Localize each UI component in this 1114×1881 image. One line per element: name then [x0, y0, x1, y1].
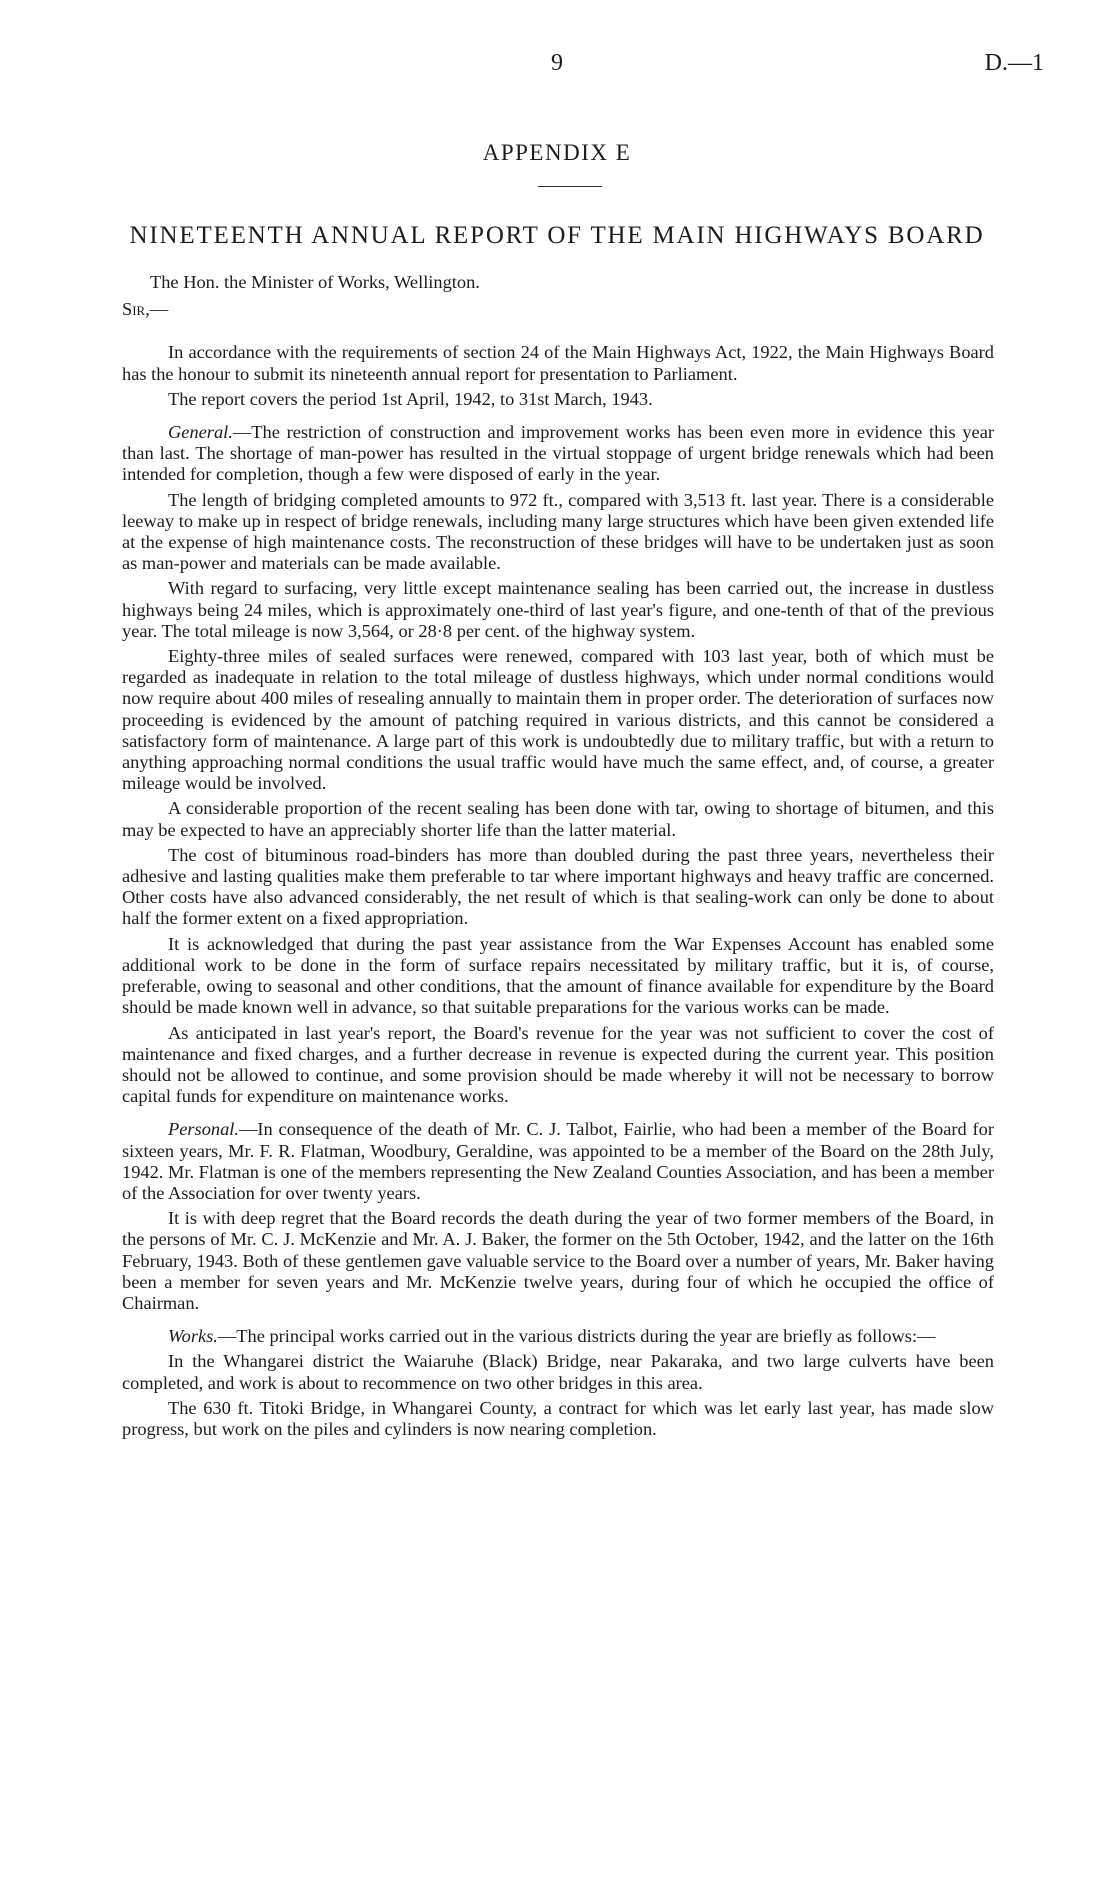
paragraph: The 630 ft. Titoki Bridge, in Whangarei County, a contract for which was let early last year, has made slow progress, but work on the piles and cylinders is now nearing completion. [122, 1397, 994, 1439]
paragraph-personal [122, 1119, 994, 1204]
paragraph-text: —The restriction of construction and improvement works has been even more in evidence this year than last. The shortage of man-power has resulted in the virtual stoppage of urgent bridge renewals which had been intended for completion, though a few were disposed of early in the year. [122, 422, 994, 485]
paragraph: In the Whangarei district the Waiaruhe (Black) Bridge, near Pakaraka, and two large culverts have been completed, and work is about to recommence on two other bridges in this area. [122, 1351, 994, 1393]
report-title: NINETEENTH ANNUAL REPORT OF THE MAIN HIGHWAYS BOARD [129, 222, 985, 249]
document-code: D.—1 [984, 50, 1044, 76]
paragraph: The cost of bituminous road-binders has more than doubled during the past three years, nevertheless their adhesive and lasting qualities make them preferable to tar where important highways and heavy traffic are concerned. Other costs have also advanced considerably, the net result of which is that sealing-work can only be done to about half the former extent on a fixed appropriation. [122, 844, 994, 929]
report-body [122, 272, 994, 1444]
paragraph: It is acknowledged that during the past year assistance from the War Expenses Account has enabled some additional work to be done in the form of surface repairs necessitated by military traffic, but it is, of course, preferable, owing to seasonal and other conditions, that the amount of finance available for expenditure by the Board should be made known well in advance, so that suitable preparations for the various works can be made. [122, 933, 994, 1018]
paragraph-text: —In consequence of the death of Mr. C. J. Talbot, Fairlie, who had been a member of the Board for sixteen years, Mr. F. R. Flatman, Woodbury, Geraldine, was appointed to be a member of the Board on the 28th July, 1942. Mr. Flatman is one of the members representing the New Zealand Counties Association, and has been a member of the Association for over twenty years. [122, 1119, 994, 1203]
paragraph: The length of bridging completed amounts to 972 ft., compared with 3,513 ft. last year. There is a considerable leeway to make up in respect of bridge renewals, including many large structures which have been given extended life at the expense of high maintenance costs. The reconstruction of these bridges will have to be undertaken just as soon as man-power and materials can be made available. [122, 489, 994, 574]
paragraph-works [122, 1326, 994, 1347]
paragraph: The report covers the period 1st April, 1942, to 31st March, 1943. [168, 388, 653, 409]
paragraph: As anticipated in last year's report, the Board's revenue for the year was not sufficient to cover the cost of maintenance and fixed charges, and a further decrease in revenue is expected during the current year. This position should not be allowed to continue, and some provision should be made whereby it will not be necessary to borrow capital funds for expenditure on maintenance works. [122, 1022, 994, 1107]
paragraph-text: —The principal works carried out in the various districts during the year are briefly as follows:— [217, 1326, 936, 1347]
heading-divider [538, 186, 602, 187]
appendix-heading: APPENDIX E [482, 140, 632, 165]
paragraph: With regard to surfacing, very little except maintenance sealing has been carried out, the increase in dustless highways being 24 miles, which is approximately one-third of last year's figure, and one-tenth of that of the previous year. The total mileage is now 3,564, or 28·8 per cent. of the highway system. [122, 578, 994, 641]
section-lead-general: General. [168, 422, 233, 443]
section-lead-works: Works. [168, 1326, 218, 1347]
paragraph: In accordance with the requirements of section 24 of the Main Highways Act, 1922, the Main Highways Board has the honour to submit its nineteenth annual report for presentation to Parliament. [122, 342, 994, 384]
paragraph: A considerable proportion of the recent sealing has been done with tar, owing to shortage of bitumen, and this may be expected to have an appreciably shorter life than the latter material. [122, 798, 994, 840]
section-lead-personal: Personal. [168, 1119, 240, 1140]
paragraph-general [122, 422, 994, 486]
salutation: Sir,— [122, 299, 169, 320]
page-number: 9 [551, 50, 563, 76]
paragraph: It is with deep regret that the Board records the death during the year of two former members of the Board, in the persons of Mr. C. J. McKenzie and Mr. A. J. Baker, the former on the 5th October, 1942, and the latter on the 16th February, 1943. Both of these gentlemen gave valuable service to the Board over a number of years, Mr. Baker having been a member for seven years and Mr. McKenzie twelve years, during four of which he occupied the office of Chairman. [122, 1208, 994, 1313]
addressee: The Hon. the Minister of Works, Wellington. [150, 272, 480, 292]
paragraph: Eighty-three miles of sealed surfaces were renewed, compared with 103 last year, both of which must be regarded as inadequate in relation to the total mileage of dustless highways, which under normal conditions would now require about 400 miles of resealing annually to maintain them in proper order. The deterioration of surfaces now proceeding is evidenced by the amount of patching required in various districts, and this cannot be considered a satisfactory form of maintenance. A large part of this work is undoubtedly due to military traffic, but with a return to anything approaching normal conditions the usual traffic would have much the same effect, and, of course, a greater mileage would be involved. [122, 646, 994, 794]
